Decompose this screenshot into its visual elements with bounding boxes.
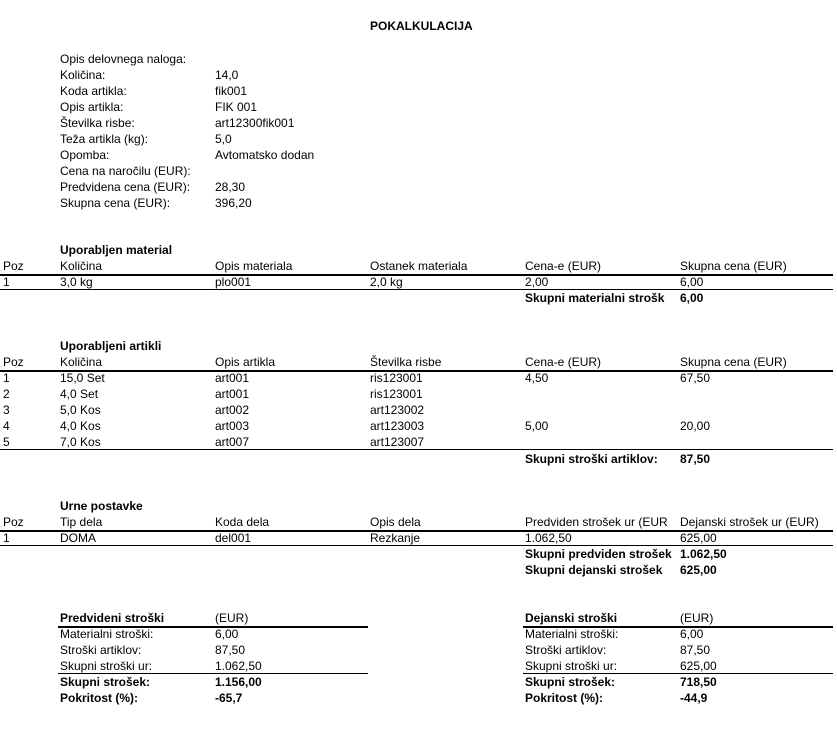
column-header: Opis dela (370, 515, 421, 529)
table-cell: 1 (3, 371, 10, 385)
material-total-label: Skupni materialni strošk (525, 291, 665, 305)
table-cell: 7,0 Kos (60, 435, 101, 449)
column-header: Ostanek materiala (370, 259, 468, 273)
table-cell: 15,0 Set (60, 371, 105, 385)
info-value: 28,30 (215, 180, 246, 194)
summary-value: 6,00 (215, 627, 239, 641)
table-cell: 4,0 Kos (60, 419, 101, 433)
table-cell: DOMA (60, 531, 96, 545)
planned-coverage-label: Pokritost (%): (60, 691, 138, 705)
table-cell: 67,50 (680, 371, 711, 385)
articles-total-value: 87,50 (680, 452, 711, 466)
table-cell: 2 (3, 387, 10, 401)
info-label: Opis artikla: (60, 100, 124, 114)
info-label: Predvidena cena (EUR): (60, 180, 191, 194)
summary-label: Skupni stroški ur: (60, 659, 153, 673)
divider (0, 449, 833, 450)
column-header: Tip dela (60, 515, 103, 529)
table-cell: plo001 (215, 275, 252, 289)
articles-section-title: Uporabljeni artikli (60, 339, 162, 353)
table-cell: 5,00 (525, 419, 549, 433)
table-cell: 2,00 (525, 275, 549, 289)
table-cell: art007 (215, 435, 250, 449)
table-cell: art003 (215, 419, 250, 433)
table-cell: art001 (215, 371, 250, 385)
summary-value: 87,50 (680, 643, 711, 657)
table-cell: 625,00 (680, 531, 717, 545)
column-header: Poz (3, 355, 24, 369)
table-cell: 4,50 (525, 371, 549, 385)
column-header: Poz (3, 515, 24, 529)
divider (58, 673, 368, 674)
column-header: Dejanski strošek ur (EUR) (680, 515, 819, 529)
hours-actual-total-label: Skupni dejanski strošek (525, 563, 663, 577)
summary-value: 625,00 (680, 659, 717, 673)
info-label: Opis delovnega naloga: (60, 52, 187, 66)
info-label: Opomba: (60, 148, 110, 162)
summary-label: Skupni stroški ur: (525, 659, 618, 673)
planned-coverage-value: -65,7 (215, 691, 243, 705)
column-header: Količina (60, 355, 103, 369)
divider (523, 673, 833, 674)
table-cell: 5 (3, 435, 10, 449)
table-cell: art001 (215, 387, 250, 401)
table-cell: del001 (215, 531, 252, 545)
table-cell: 1.062,50 (525, 531, 572, 545)
column-header: Opis artikla (215, 355, 276, 369)
info-value: art12300fik001 (215, 116, 295, 130)
column-header: Poz (3, 259, 24, 273)
articles-total-label: Skupni stroški artiklov: (525, 452, 658, 466)
actual-total-label: Skupni strošek: (525, 675, 616, 689)
hours-planned-total-value: 1.062,50 (680, 547, 727, 561)
material-section-title: Uporabljen material (60, 243, 173, 257)
table-cell: 3 (3, 403, 10, 417)
column-header: Številka risbe (370, 355, 442, 369)
table-cell: ris123001 (370, 387, 423, 401)
actual-summary-unit: (EUR) (680, 611, 714, 625)
summary-label: Stroški artiklov: (60, 643, 142, 657)
table-cell: 3,0 kg (60, 275, 93, 289)
table-cell: 4 (3, 419, 10, 433)
info-value: 14,0 (215, 68, 239, 82)
info-label: Koda artikla: (60, 84, 127, 98)
info-label: Teža artikla (kg): (60, 132, 149, 146)
table-cell: 4,0 Set (60, 387, 99, 401)
column-header: Koda dela (215, 515, 270, 529)
planned-summary-title: Predvideni stroški (60, 611, 165, 625)
summary-value: 6,00 (680, 627, 704, 641)
info-value: fik001 (215, 84, 248, 98)
actual-total-value: 718,50 (680, 675, 717, 689)
column-header: Opis materiala (215, 259, 293, 273)
actual-coverage-value: -44,9 (680, 691, 708, 705)
summary-label: Materialni stroški: (60, 627, 154, 641)
summary-label: Stroški artiklov: (525, 643, 607, 657)
table-cell: art002 (215, 403, 250, 417)
info-value: 396,20 (215, 196, 252, 210)
info-label: Številka risbe: (60, 116, 135, 130)
hours-section-title: Urne postavke (60, 499, 143, 513)
table-cell: Rezkanje (370, 531, 421, 545)
column-header: Cena-e (EUR) (525, 355, 602, 369)
page-title: POKALKULACIJA (370, 19, 473, 33)
summary-label: Materialni stroški: (525, 627, 619, 641)
column-header: Cena-e (EUR) (525, 259, 602, 273)
table-cell: art123007 (370, 435, 425, 449)
info-label: Skupna cena (EUR): (60, 196, 171, 210)
info-label: Količina: (60, 68, 106, 82)
column-header: Skupna cena (EUR) (680, 259, 787, 273)
hours-actual-total-value: 625,00 (680, 563, 717, 577)
table-cell: 1 (3, 531, 10, 545)
hours-planned-total-label: Skupni predviden strošek (525, 547, 672, 561)
table-cell: 20,00 (680, 419, 711, 433)
column-header: Predviden strošek ur (EUR (525, 515, 668, 529)
planned-summary-unit: (EUR) (215, 611, 249, 625)
divider (0, 289, 833, 290)
info-value: FIK 001 (215, 100, 258, 114)
info-value: 5,0 (215, 132, 232, 146)
divider (0, 545, 833, 546)
column-header: Količina (60, 259, 103, 273)
table-cell: art123002 (370, 403, 425, 417)
planned-total-label: Skupni strošek: (60, 675, 151, 689)
table-cell: 2,0 kg (370, 275, 403, 289)
info-label: Cena na naročilu (EUR): (60, 164, 191, 178)
summary-value: 87,50 (215, 643, 246, 657)
material-total-value: 6,00 (680, 291, 704, 305)
info-value: Avtomatsko dodan (215, 148, 315, 162)
planned-total-value: 1.156,00 (215, 675, 262, 689)
table-cell: 6,00 (680, 275, 704, 289)
column-header: Skupna cena (EUR) (680, 355, 787, 369)
table-cell: ris123001 (370, 371, 423, 385)
table-cell: 5,0 Kos (60, 403, 101, 417)
actual-summary-title: Dejanski stroški (525, 611, 618, 625)
table-cell: art123003 (370, 419, 425, 433)
table-cell: 1 (3, 275, 10, 289)
summary-value: 1.062,50 (215, 659, 262, 673)
actual-coverage-label: Pokritost (%): (525, 691, 603, 705)
